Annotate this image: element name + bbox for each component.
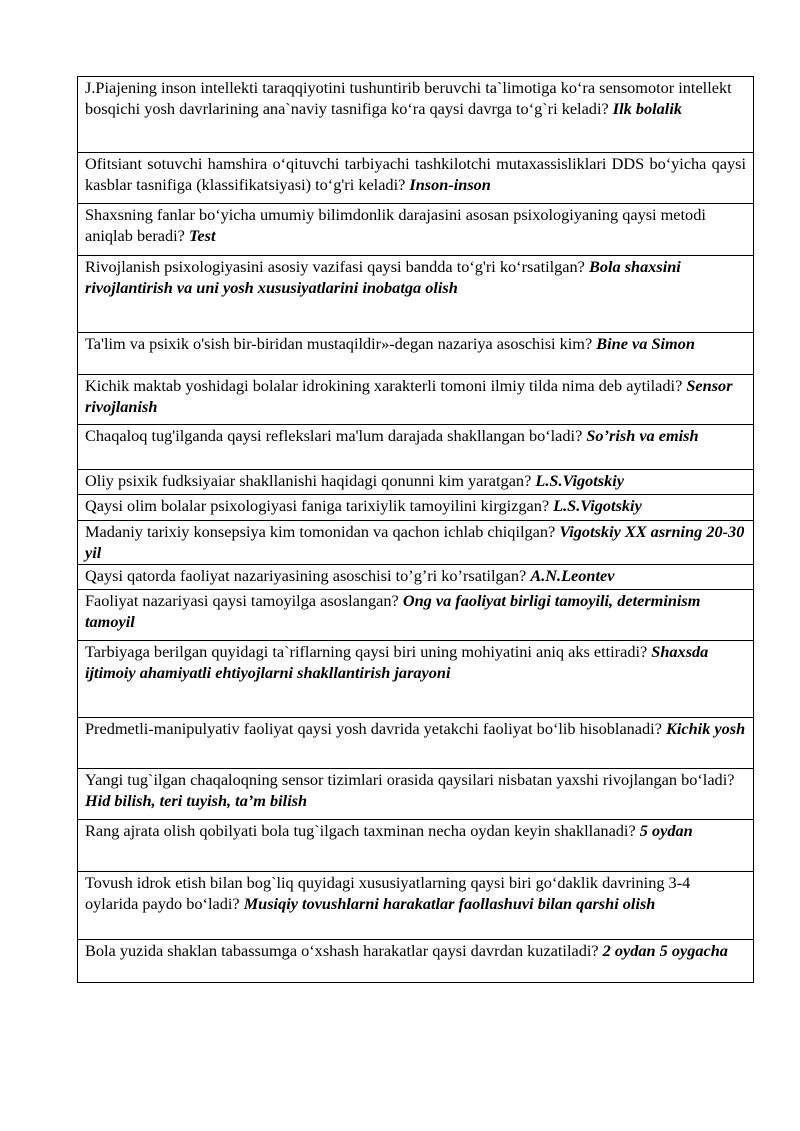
- question-text: Tarbiyaga berilgan quyidagi ta`riflarning qaysi biri uning mohiyatini aniq aks ettiradi?: [85, 642, 652, 661]
- qa-table: [77, 76, 754, 983]
- question-text: Predmetli-manipulyativ faoliyat qaysi yosh davrida yetakchi faoliyat bo‘lib hisoblanadi?: [85, 719, 666, 738]
- answer-text: Bine va Simon: [596, 334, 695, 353]
- answer-text: Shaxsda ijtimoiy ahamiyatli ehtiyojlarni shakllantirish jarayoni: [85, 642, 709, 682]
- table-row: [78, 333, 754, 375]
- answer-text: Bola shaxsini rivojlantirish va uni yosh xususiyatlarini inobatga olish: [85, 257, 681, 297]
- answer-text: Musiqiy tovushlarni harakatlar faollashuvi bilan qarshi olish: [243, 894, 656, 913]
- table-row: [78, 769, 754, 820]
- table-row: [78, 495, 754, 521]
- question-text: J.Piajening inson intellekti taraqqiyotini tushuntirib beruvchi ta`limotiga ko‘ra sensomotor intellekt bosqichi yosh davrlarining ana`naviy tasnifiga ko‘ra qaysi davrga to‘g`ri keladi?: [85, 78, 732, 118]
- table-row: [78, 470, 754, 495]
- table-row: [78, 521, 754, 565]
- table-row: [78, 565, 754, 590]
- question-text: Rang ajrata olish qobilyati bola tug`ilgach taxminan necha oydan keyin shakllanadi?: [85, 821, 640, 840]
- qa-cell: [78, 256, 754, 333]
- qa-cell: [78, 940, 754, 983]
- table-row: [78, 940, 754, 983]
- answer-text: Sensor rivojlanish: [85, 376, 733, 416]
- answer-text: A.N.Leontev: [530, 566, 615, 585]
- qa-cell: [78, 495, 754, 521]
- qa-cell: [78, 204, 754, 256]
- question-text: Qaysi olim bolalar psixologiyasi faniga tarixiylik tamoyilini kirgizgan?: [85, 496, 554, 515]
- question-text: Faoliyat nazariyasi qaysi tamoyilga asoslangan?: [85, 591, 403, 610]
- table-row: [78, 77, 754, 153]
- qa-cell: [78, 872, 754, 940]
- question-text: Bola yuzida shaklan tabassumga o‘xshash harakatlar qaysi davrdan kuzatiladi?: [85, 941, 603, 960]
- answer-text: 2 oydan 5 oygacha: [602, 941, 728, 960]
- qa-cell: [78, 375, 754, 425]
- question-text: Shaxsning fanlar bo‘yicha umumiy bilimdonlik darajasini asosan psixologiyaning qaysi metodi aniqlab beradi?: [85, 205, 706, 245]
- question-text: Chaqaloq tug'ilganda qaysi reflekslari ma'lum darajada shakllangan bo‘ladi?: [85, 426, 587, 445]
- qa-cell: [78, 820, 754, 872]
- table-row: [78, 590, 754, 641]
- answer-text: Test: [188, 226, 216, 245]
- answer-text: Ong va faoliyat birligi tamoyili, determinism tamoyil: [85, 591, 701, 631]
- answer-text: Hid bilish, teri tuyish, ta’m bilish: [85, 791, 308, 810]
- table-row: [78, 425, 754, 470]
- qa-cell: [78, 769, 754, 820]
- qa-cell: [78, 77, 754, 153]
- answer-text: Ilk bolalik: [612, 99, 682, 118]
- answer-text: L.S.Vigotskiy: [535, 471, 625, 490]
- table-row: [78, 820, 754, 872]
- question-text: Ofitsiant sotuvchi hamshira o‘qituvchi tarbiyachi tashkilotchi mutaxassisliklari DDS bo‘yicha qaysi kasblar tasnifiga (klassifikatsiyasi) to‘g'ri keladi?: [85, 154, 746, 194]
- table-row: [78, 375, 754, 425]
- question-text: Qaysi qatorda faoliyat nazariyasining asoschisi to’g’ri ko’rsatilgan?: [85, 566, 531, 585]
- question-text: Kichik maktab yoshidagi bolalar idrokining xarakterli tomoni ilmiy tilda nima deb aytiladi?: [85, 376, 687, 395]
- question-text: Ta'lim va psixik o'sish bir-biridan mustaqildir»-degan nazariya asoschisi kim?: [85, 334, 597, 353]
- qa-cell: [78, 425, 754, 470]
- question-text: Rivojlanish psixologiyasini asosiy vazifasi qaysi bandda to‘g'ri ko‘rsatilgan?: [85, 257, 589, 276]
- question-text: Madaniy tarixiy konsepsiya kim tomonidan va qachon ichlab chiqilgan?: [85, 522, 560, 541]
- answer-text: L.S.Vigotskiy: [553, 496, 642, 515]
- qa-cell: [78, 590, 754, 641]
- answer-text: So’rish va emish: [586, 426, 699, 445]
- question-text: Yangi tug`ilgan chaqaloqning sensor tizimlari orasida qaysilari nisbatan yaxshi rivojlangan bo‘ladi?: [85, 770, 735, 789]
- qa-cell: [78, 718, 754, 769]
- answer-text: Inson-inson: [409, 175, 491, 194]
- answer-text: Kichik yosh: [666, 719, 746, 738]
- qa-cell: [78, 333, 754, 375]
- table-row: [78, 153, 754, 204]
- qa-cell: [78, 153, 754, 204]
- question-text: Tovush idrok etish bilan bog`liq quyidagi xususiyatlarning qaysi biri go‘daklik davrining 3-4 oylarida paydo bo‘ladi?: [85, 873, 691, 913]
- table-row: [78, 204, 754, 256]
- answer-text: 5 oydan: [639, 821, 693, 840]
- table-row: [78, 256, 754, 333]
- answer-text: Vigotskiy XX asrning 20-30 yil: [85, 522, 745, 562]
- qa-cell: [78, 565, 754, 590]
- table-row: [78, 641, 754, 718]
- question-text: Oliy psixik fudksiyaiar shakllanishi haqidagi qonunni kim yaratgan?: [85, 471, 536, 490]
- table-row: [78, 872, 754, 940]
- qa-cell: [78, 521, 754, 565]
- qa-cell: [78, 470, 754, 495]
- qa-cell: [78, 641, 754, 718]
- table-row: [78, 718, 754, 769]
